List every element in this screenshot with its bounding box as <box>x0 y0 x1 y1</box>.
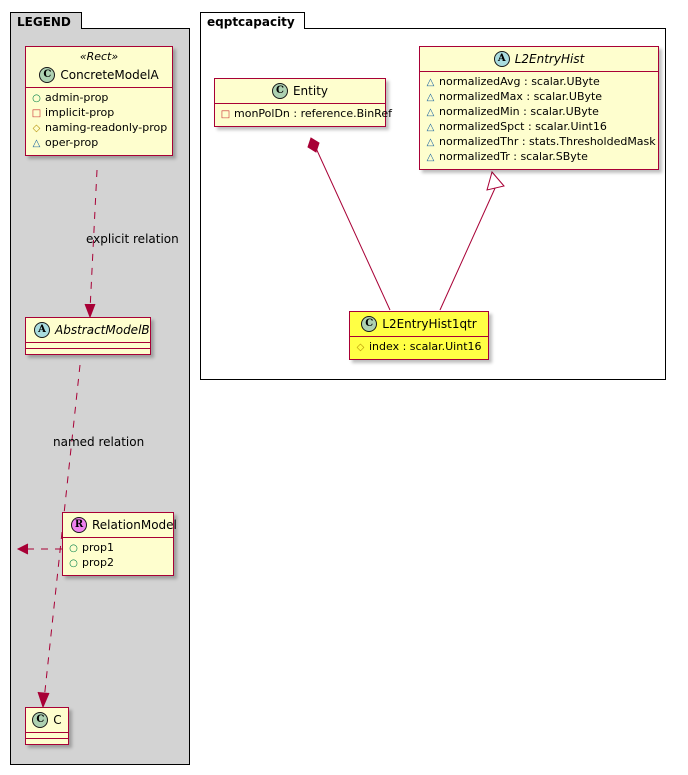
attribute-row <box>425 75 652 90</box>
attribute-text: oper-prop <box>45 136 99 149</box>
attribute-text: naming-readonly-prop <box>45 121 168 134</box>
attribute-row <box>31 91 166 106</box>
attribute-row <box>31 121 166 136</box>
attribute-text: normalizedAvg : scalar.UByte <box>439 75 600 88</box>
attribute-text: normalizedMin : scalar.UByte <box>439 105 599 118</box>
edge-label-explicit-relation: explicit relation <box>86 232 179 246</box>
class-abstract-model-b[interactable] <box>25 317 151 355</box>
class-icon: C <box>39 67 55 83</box>
class-abstract-model-b-name: AbstractModelB <box>55 323 150 337</box>
class-l2entryhist1qtr-header <box>350 312 488 336</box>
class-l2entryhist[interactable] <box>419 46 659 170</box>
class-icon: C <box>32 712 48 728</box>
class-c-footer <box>26 739 68 744</box>
class-icon: C <box>361 316 377 332</box>
class-concrete-model-a[interactable] <box>25 46 173 156</box>
visibility-protected-icon: ◇ <box>356 342 365 353</box>
class-l2entryhist1qtr-attributes <box>350 337 488 359</box>
attribute-text: index : scalar.Uint16 <box>369 340 482 353</box>
attribute-text: admin-prop <box>45 91 109 104</box>
class-entity-header <box>215 79 385 103</box>
visibility-private-icon: □ <box>31 108 42 119</box>
visibility-package-icon: △ <box>426 137 435 148</box>
class-abstract-model-b-header <box>26 318 150 342</box>
class-concrete-model-a-name: ConcreteModelA <box>60 68 159 82</box>
class-c-header <box>26 708 68 732</box>
attribute-row <box>355 340 482 355</box>
package-legend-tab <box>10 12 82 29</box>
attribute-row <box>425 90 652 105</box>
package-eqptcapacity-label: eqptcapacity <box>207 15 295 29</box>
edge-label-named-relation: named relation <box>53 435 145 449</box>
attribute-row <box>425 135 656 150</box>
visibility-public-icon: ○ <box>32 93 41 104</box>
attribute-row <box>220 107 392 122</box>
visibility-package-icon: △ <box>32 138 41 149</box>
visibility-package-icon: △ <box>426 107 435 118</box>
class-entity[interactable] <box>214 78 392 127</box>
class-c-name: C <box>53 713 62 727</box>
class-l2entryhist-attributes <box>420 72 658 169</box>
attribute-text: normalizedSpct : scalar.Uint16 <box>439 120 607 133</box>
attribute-row <box>425 150 652 165</box>
relation-icon: R <box>71 517 87 533</box>
class-l2entryhist1qtr[interactable] <box>349 311 489 360</box>
attribute-text: prop1 <box>82 541 114 554</box>
attribute-row <box>31 106 166 121</box>
visibility-public-icon: ○ <box>69 543 78 554</box>
visibility-protected-icon: ◇ <box>32 123 41 134</box>
visibility-package-icon: △ <box>426 122 435 133</box>
visibility-package-icon: △ <box>426 152 435 163</box>
abstract-icon: A <box>494 51 510 67</box>
package-eqptcapacity-tab <box>200 12 305 29</box>
visibility-package-icon: △ <box>426 92 435 103</box>
attribute-row <box>425 120 652 135</box>
class-relation-model[interactable] <box>62 512 177 576</box>
attribute-text: normalizedTr : scalar.SByte <box>439 150 588 163</box>
class-concrete-model-a-stereotype: «Rect» <box>79 50 119 63</box>
visibility-public-icon: ○ <box>69 558 78 569</box>
attribute-text: normalizedMax : scalar.UByte <box>439 90 603 103</box>
class-l2entryhist-header <box>420 47 658 71</box>
attribute-text: implicit-prop <box>45 106 115 119</box>
attribute-text: monPolDn : reference.BinRef <box>234 107 392 120</box>
class-l2entryhist-name: L2EntryHist <box>514 52 585 66</box>
attribute-row <box>68 541 167 556</box>
class-l2entryhist1qtr-name: L2EntryHist1qtr <box>382 317 477 331</box>
class-abstract-model-b-footer <box>26 349 150 354</box>
attribute-text: prop2 <box>82 556 114 569</box>
class-concrete-model-a-header <box>26 63 172 87</box>
attribute-row <box>31 136 166 151</box>
attribute-row <box>68 556 167 571</box>
class-entity-name: Entity <box>292 84 329 98</box>
attribute-text: normalizedThr : stats.ThresholdedMask <box>439 135 656 148</box>
visibility-private-icon: □ <box>220 109 231 120</box>
attribute-row <box>425 105 652 120</box>
class-entity-attributes <box>215 104 392 126</box>
class-relation-model-header <box>63 513 177 537</box>
class-c[interactable] <box>25 707 69 745</box>
class-icon: C <box>272 83 288 99</box>
class-concrete-model-a-attributes <box>26 88 172 155</box>
visibility-package-icon: △ <box>426 77 435 88</box>
abstract-icon: A <box>34 322 50 338</box>
package-legend-label: LEGEND <box>17 15 71 29</box>
class-relation-model-name: RelationModel <box>92 518 177 532</box>
class-relation-model-attributes <box>63 538 173 575</box>
